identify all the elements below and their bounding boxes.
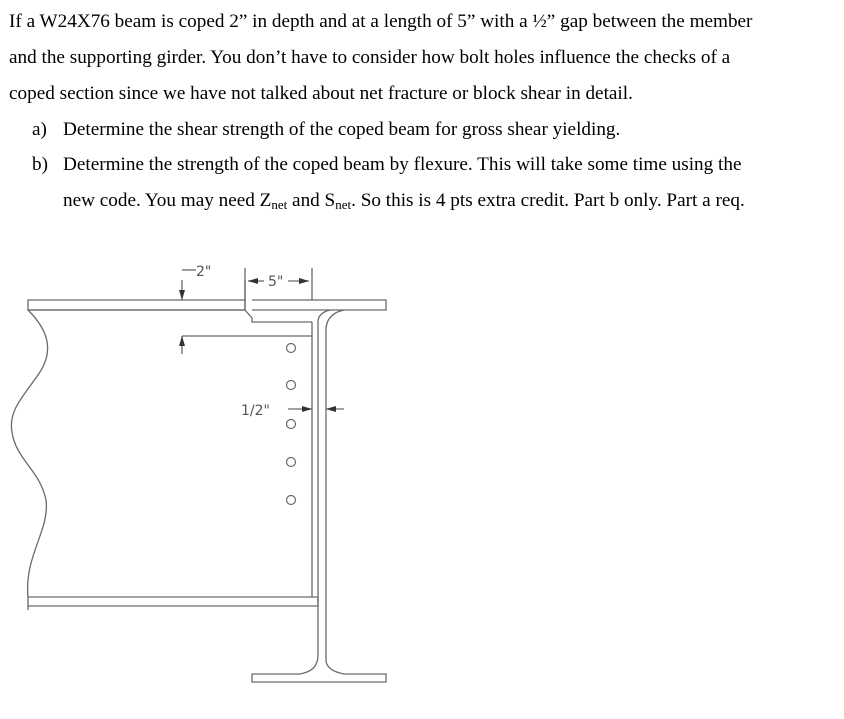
part-b-cont-post: . So this is 4 pts extra credit. Part b only. Part a req. [351, 190, 745, 211]
girder-top-flange [252, 300, 386, 310]
girder-web-right [326, 310, 344, 330]
beam-bottom-flange [28, 597, 318, 606]
bolt-hole-4 [287, 458, 296, 467]
bolt-holes [287, 344, 296, 505]
cope-length-arrow-right [299, 278, 309, 284]
beam-break-line [11, 310, 47, 597]
gap-label: 1/2" [241, 403, 270, 419]
cope-depth-arrow-up [179, 336, 185, 346]
part-b-cont-pre: new code. You may need Z [63, 190, 272, 211]
intro-line-3: coped section since we have not talked about net fracture or block shear in detail. [9, 83, 633, 104]
bolt-hole-2 [287, 381, 296, 390]
intro-line-1: If a W24X76 beam is coped 2” in depth and at a length of 5” with a ½” gap between the member [9, 11, 753, 32]
cope-depth-arrow-down [179, 290, 185, 300]
cope-length-arrow-left [248, 278, 258, 284]
gap-arrow-left [326, 406, 336, 412]
part-a-text: Determine the shear strength of the coped beam for gross shear yielding. [63, 119, 621, 140]
s-net-subscript: net [335, 197, 352, 212]
gap-arrow-right [302, 406, 312, 412]
part-a-marker: a) [32, 119, 47, 140]
part-b-text: Determine the strength of the coped beam by flexure. This will take some time using the [63, 154, 742, 175]
part-b-marker: b) [32, 154, 48, 175]
part-b-cont-mid: and S [287, 190, 336, 211]
z-net-subscript: net [271, 197, 288, 212]
beam-top-flange [28, 300, 245, 310]
cope-depth-label: 2" [196, 264, 212, 280]
bolt-hole-1 [287, 344, 296, 353]
cope-length-label: 5" [268, 274, 284, 290]
bolt-hole-5 [287, 496, 296, 505]
intro-line-2: and the supporting girder. You don’t have to consider how bolt holes influence the checks of a [9, 47, 731, 68]
girder-bottom-fillet-left [252, 655, 386, 682]
bolt-hole-3 [287, 420, 296, 429]
